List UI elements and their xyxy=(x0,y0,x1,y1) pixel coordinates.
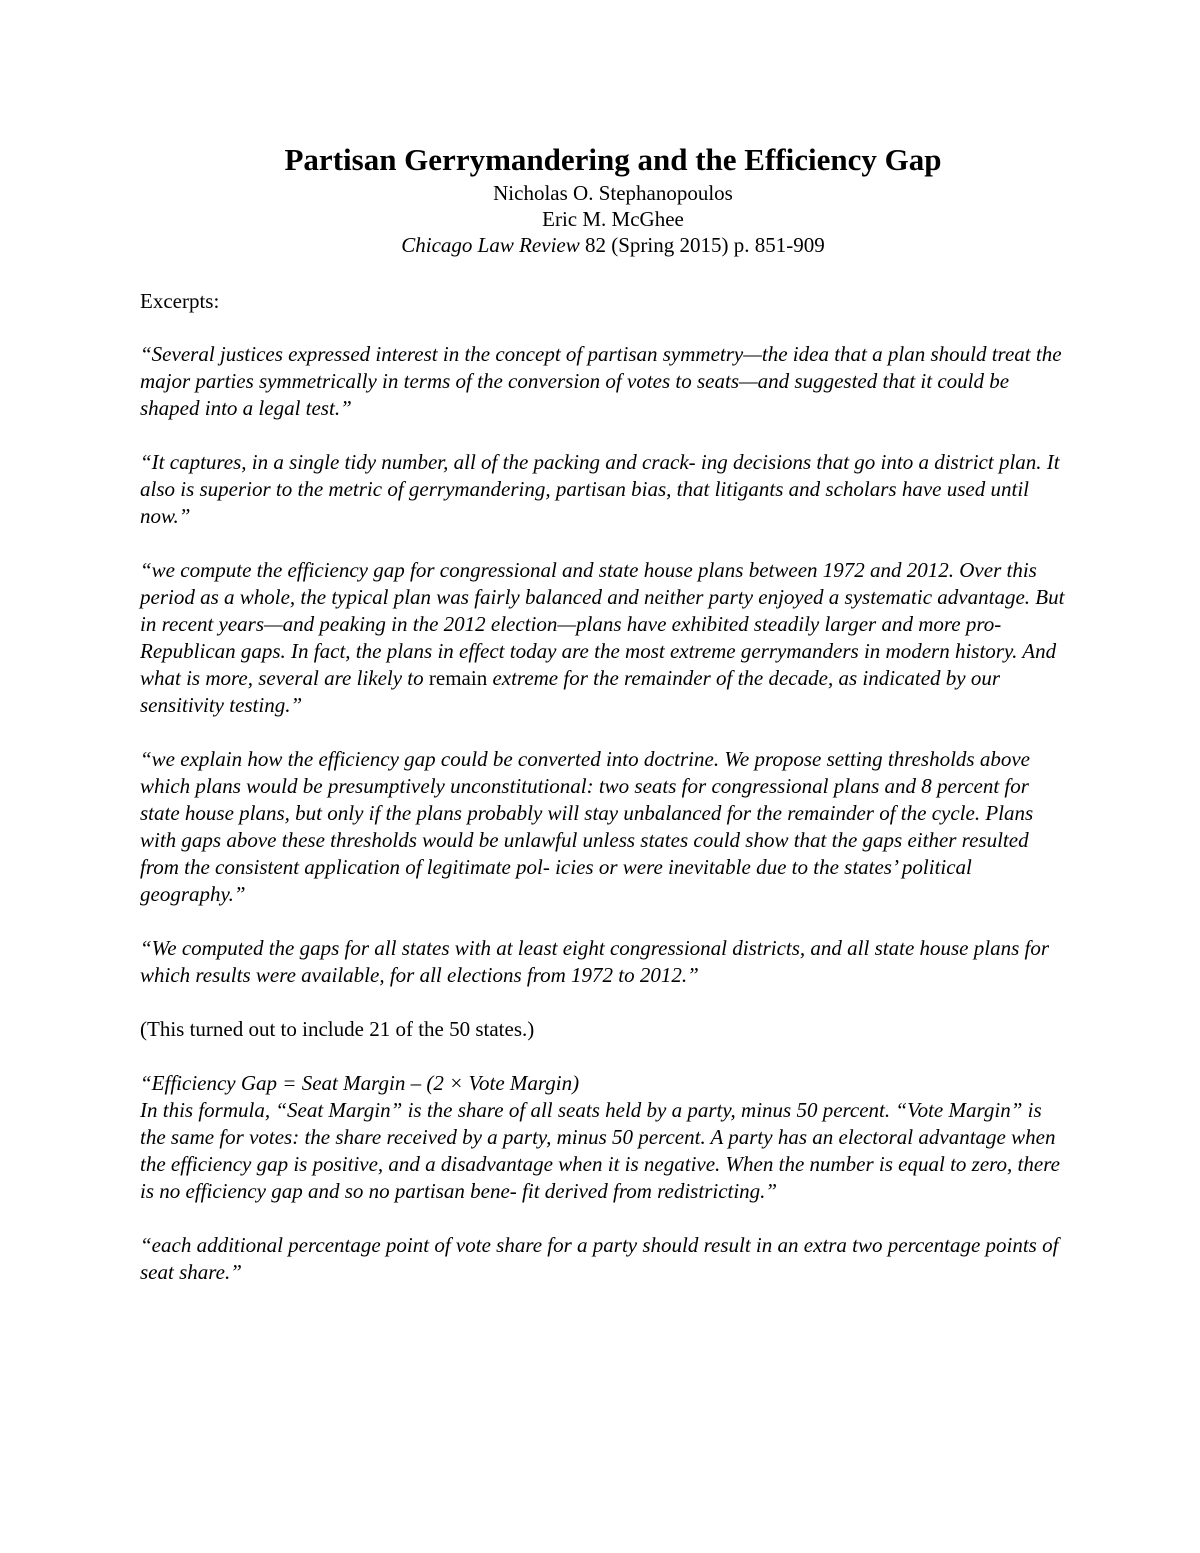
document-header xyxy=(0,140,1200,258)
excerpts-label: Excerpts: xyxy=(140,289,220,313)
formula-explanation: In this formula, “Seat Margin” is the share of all seats held by a party, minus 50 percent. “Vote Margin” is the same for votes: the share received by a party, minus 50 percent. A party has an electoral advantage when the efficiency gap is positive, and a disadvantage when it is negative. When the number is equal to zero, there is no efficiency gap and so no partisan bene- fit derived from redistricting.” xyxy=(140,1098,1060,1203)
excerpt-text: extreme for the remainder of the decade, as indicated by our sensitivity testing.” xyxy=(140,666,1001,717)
document-body xyxy=(140,288,1070,1313)
author-name: Eric M. McGhee xyxy=(542,207,684,231)
excerpt-paragraph: “Several justices expressed interest in the concept of partisan symmetry—the idea that a plan should treat the major parties symmetrically in terms of the conversion of votes to seats—and suggested that it could be shaped into a legal test.” xyxy=(140,342,1062,420)
excerpt-paragraph: “each additional percentage point of vote share for a party should result in an extra two percentage points of seat share.” xyxy=(140,1233,1059,1284)
excerpt-paragraph: “It captures, in a single tidy number, all of the packing and crack- ing decisions that go into a district plan. It also is superior to the metric of gerrymandering, partisan bias, that litigants and scholars have used until now.” xyxy=(140,450,1060,528)
note-paragraph: (This turned out to include 21 of the 50 states.) xyxy=(140,1017,535,1041)
excerpt-paragraph: “we explain how the efficiency gap could be converted into doctrine. We propose setting thresholds above which plans would be presumptively unconstitutional: two seats for congressional plans and 8 percent for state house plans, but only if the plans probably will stay unbalanced for the remainder of the cycle. Plans with gaps above these thresholds would be unlawful unless states could show that the gaps either resulted from the consistent application of legitimate pol- icies or were inevitable due to the states’ political geography.” xyxy=(140,747,1034,906)
journal-name: Chicago Law Review xyxy=(401,233,580,257)
excerpt-text: “we compute the efficiency gap for congressional and state house plans between 1972 and 2012. Over this period as a whole, the typical plan was fairly balanced and neither party enjoyed a systematic advantage. But in recent years—and peaking in the 2012 election—plans have exhibited steadily larger and more pro-Republican gaps. In fact, the plans in effect today are the most extreme gerrymanders in modern history. And what is more, several are likely to xyxy=(140,558,1065,690)
excerpt-paragraph xyxy=(140,557,1070,719)
journal-details: 82 (Spring 2015) p. 851-909 xyxy=(579,233,825,257)
formula-line: “Efficiency Gap = Seat Margin – (2 × Vote Margin) xyxy=(140,1071,580,1095)
citation xyxy=(0,232,1200,258)
excerpt-paragraph: “We computed the gaps for all states with at least eight congressional districts, and all state house plans for which results were available, for all elections from 1972 to 2012.” xyxy=(140,936,1050,987)
author-name: Nicholas O. Stephanopoulos xyxy=(493,181,733,205)
excerpt-upright-word: remain xyxy=(428,666,488,690)
document-title: Partisan Gerrymandering and the Efficiency Gap xyxy=(284,142,942,177)
